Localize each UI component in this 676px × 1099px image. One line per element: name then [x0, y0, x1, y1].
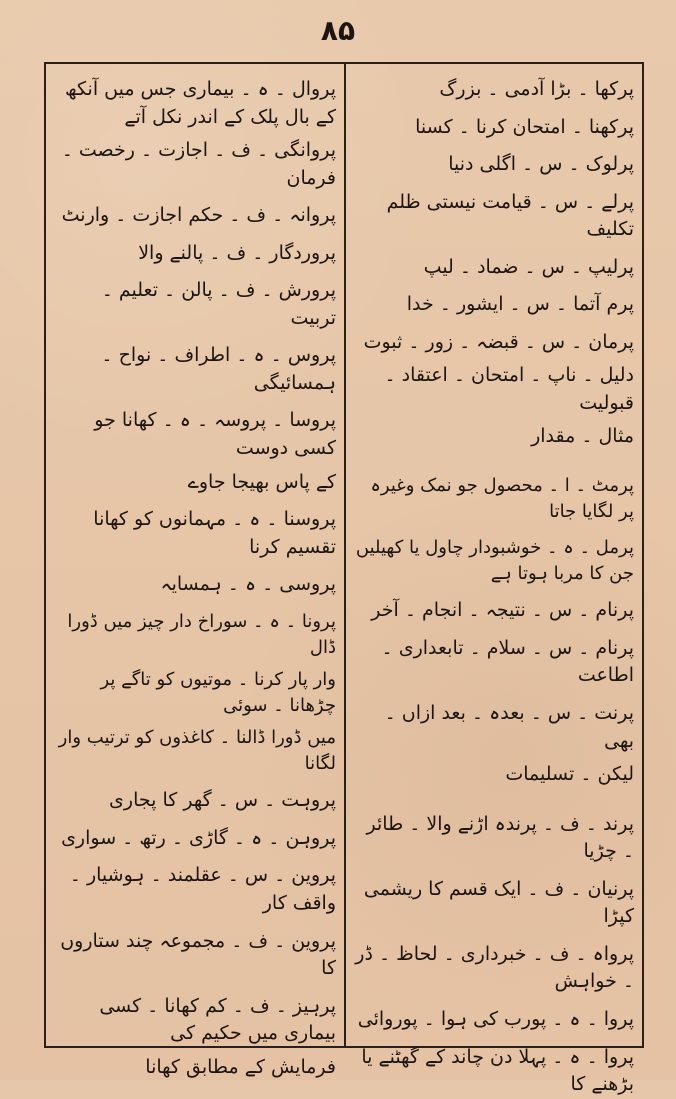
right-entry-13: پرنام ۔ س ۔ سلام ۔ تابعداری ۔ اطاعت [381, 636, 634, 687]
left-entry-15: پروہن ۔ ہ ۔ گاڑی ۔ رتھ ۔ سواری [61, 826, 336, 849]
right-entry-20: پروا ۔ ہ ۔ پہلا دن چاند کے گھٹنے یا بڑھنے کا [361, 1045, 634, 1096]
page-number: ۸۵ [320, 14, 356, 47]
right-entry-12: پرنام ۔ س ۔ نتیجہ ۔ انجام ۔ آخر [371, 599, 634, 622]
right-column [352, 76, 638, 1096]
right-entry-19: پروا ۔ ہ ۔ پورب کی ہوا ۔ پوروائی [357, 1007, 634, 1030]
left-entry-16: پروین ۔ س ۔ عقلمند ۔ ہوشیار ۔ واقف کار [69, 864, 336, 914]
left-entry-14: پروہت ۔ س ۔ گھر کا پجاری [109, 789, 336, 812]
right-entry-5: پرلیپ ۔ س ۔ ضماد ۔ لیپ [423, 255, 634, 278]
left-entry-8: کے پاس بھیجا جاوے [187, 470, 336, 493]
right-entry-2: پرکھنا ۔ امتحان کرنا ۔ کسنا [415, 115, 634, 138]
right-entry-18: پرواہ ۔ ف ۔ خبرداری ۔ لحاظ ۔ ڈر ۔ خواہش [355, 942, 634, 993]
right-entry-8: دلیل ۔ ناپ ۔ امتحان ۔ اعتقاد ۔ قبولیت [384, 364, 634, 414]
left-column [52, 76, 338, 1078]
left-entry-6: پروس ۔ ہ ۔ اطراف ۔ نواح ۔ ہمسائیگی [101, 344, 336, 394]
left-entry-7: پروسا ۔ پروسہ ۔ ہ ۔ کھانا جو کسی دوست [94, 409, 336, 460]
dictionary-frame [44, 62, 644, 1096]
left-entry-19: فرمایش کے مطابق کھانا [145, 1055, 336, 1078]
left-entry-2: پروانگی ۔ ف ۔ اجازت ۔ رخصت ۔ فرمان [61, 139, 336, 189]
left-entry-12: وار پار کرنا ۔ موتیوں کو تاگے پر چڑھانا ۔ سوئی [100, 668, 336, 717]
left-entry-18: پرہیز ۔ ف ۔ کم کھانا ۔ کسی بیماری میں حکیم کی [99, 994, 336, 1045]
right-entry-16: پرند ۔ ف ۔ پرندہ اڑنے والا ۔ طائر ۔ چڑیا [366, 812, 634, 863]
right-entry-1: پرکھا ۔ بڑا آدمی ۔ بزرگ [439, 78, 634, 100]
right-entry-4: پرلے ۔ س ۔ قیامت نیستی ظلم تکلیف [386, 190, 634, 241]
right-entry-17: پرنیان ۔ ف ۔ ایک قسم کا ریشمی کپڑا [363, 877, 634, 928]
right-entry-7: پرمان ۔ س ۔ قبضہ ۔ زور ۔ ثبوت [363, 330, 634, 353]
right-entry-9: مثال ۔ مقدار [531, 425, 634, 448]
left-entry-4: پروردگار ۔ ف ۔ پالنے والا [138, 241, 336, 264]
right-entry-14: پرنت ۔ س ۔ بعدہ ۔ بعد ازاں ۔ بھی [384, 702, 634, 752]
left-entry-5: پرورش ۔ ف ۔ پالن ۔ تعلیم ۔ تربیت [101, 279, 336, 329]
right-entry-6: پرم آتما ۔ س ۔ ایشور ۔ خدا [406, 293, 634, 316]
right-entry-10: پرمٹ ۔ ا ۔ محصول جو نمک وغیرہ پر لگایا جاتا [370, 475, 634, 523]
left-entry-17: پروین ۔ ف ۔ مجموعہ چند ستاروں کا [60, 929, 336, 980]
left-entry-9: پروسنا ۔ ہ ۔ مہمانوں کو کھانا تقسیم کرنا [93, 508, 336, 558]
right-entry-11: پرمل ۔ ہ ۔ خوشبودار چاول یا کھیلیں جن کا مربا ہوتا ہے [355, 537, 634, 585]
column-divider [344, 64, 346, 1046]
left-entry-3: پروانہ ۔ ف ۔ حکم اجازت ۔ وارنٹ [61, 204, 336, 227]
right-entry-15: لیکن ۔ تسلیمات [505, 763, 634, 786]
left-entry-10: پروسی ۔ ہ ۔ ہمسایہ [160, 573, 336, 596]
left-entry-13: میں ڈورا ڈالنا ۔ کاغذوں کو ترتیب وار لگانا [58, 727, 336, 775]
left-entry-11: پرونا ۔ ہ ۔ سوراخ دار چیز میں ڈورا ڈال [67, 610, 336, 658]
left-entry-1: پروال ۔ ہ ۔ بیماری جس میں آنکھ کے بال پلک کے اندر نکل آتے [65, 78, 336, 128]
right-entry-3: پرلوک ۔ س ۔ اگلی دنیا [448, 153, 634, 176]
